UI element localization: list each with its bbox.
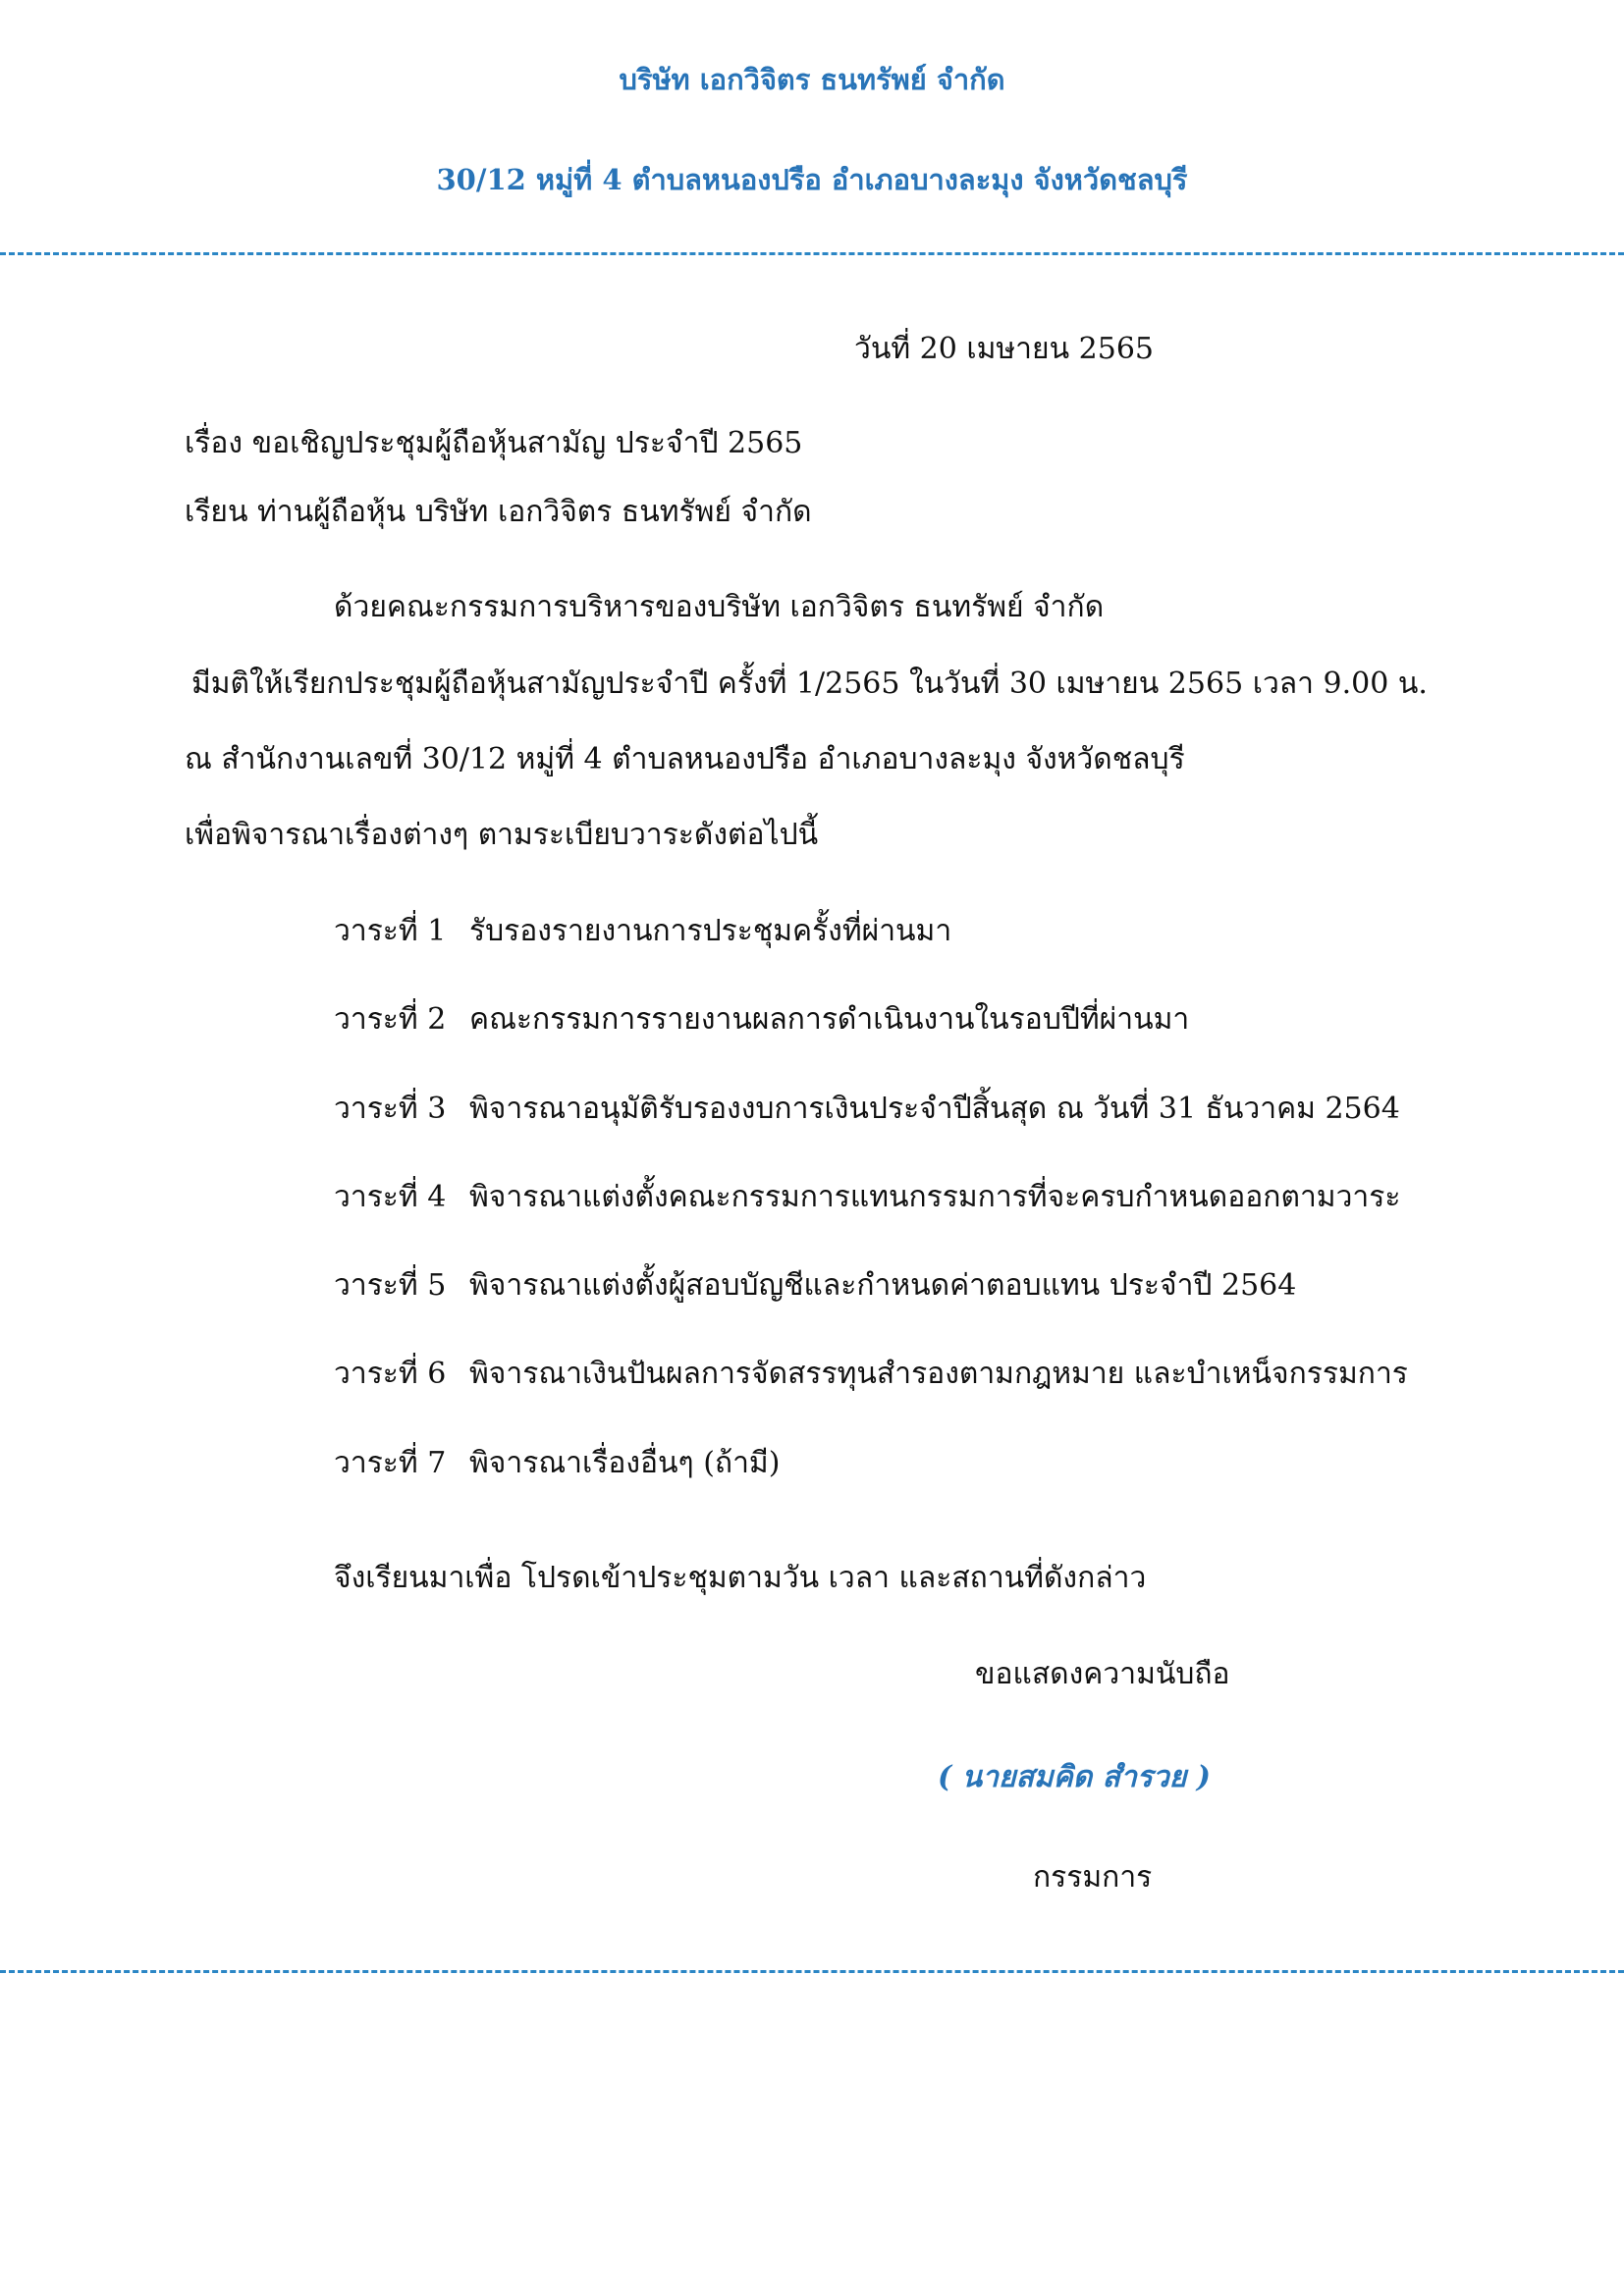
agenda-label: วาระที่ 5 (334, 1268, 447, 1303)
agenda-text: พิจารณาแต่งตั้งผู้สอบบัญชีและกำหนดค่าตอบแทน ประจำปี 2564 (469, 1268, 1297, 1303)
agenda-text: รับรองรายงานการประชุมครั้งที่ผ่านมา (469, 914, 952, 948)
paragraph-line-4: เพื่อพิจารณาเรื่องต่างๆ ตามระเบียบวาระดังต่อไปนี้ (185, 818, 819, 852)
paragraph-line-2: มีมติให้เรียกประชุมผู้ถือหุ้นสามัญประจำปี ครั้งที่ 1/2565 ในวันที่ 30 เมษายน 2565 เวลา 9.00 น. (191, 667, 1428, 701)
regards: ขอแสดงความนับถือ (975, 1657, 1230, 1691)
agenda-label: วาระที่ 3 (334, 1092, 447, 1126)
agenda-text: พิจารณาเรื่องอื่นๆ (ถ้ามี) (469, 1446, 781, 1480)
letter-subject: เรื่อง ขอเชิญประชุมผู้ถือหุ้นสามัญ ประจำปี 2565 (185, 426, 803, 460)
agenda-label: วาระที่ 1 (334, 914, 447, 948)
signer-name: ( นายสมคิด สำรวย ) (938, 1760, 1211, 1794)
closing-sentence: จึงเรียนมาเพื่อ โปรดเข้าประชุมตามวัน เวลา และสถานที่ดังกล่าว (334, 1561, 1147, 1595)
paragraph-line-3: ณ สำนักงานเลขที่ 30/12 หมู่ที่ 4 ตำบลหนองปรือ อำเภอบางละมุง จังหวัดชลบุรี (185, 742, 1185, 776)
top-divider (0, 252, 1624, 255)
agenda-label: วาระที่ 2 (334, 1002, 447, 1037)
signer-title: กรรมการ (1033, 1860, 1153, 1895)
agenda-label: วาระที่ 7 (334, 1446, 447, 1480)
letter-recipient: เรียน ท่านผู้ถือหุ้น บริษัท เอกวิจิตร ธนทรัพย์ จำกัด (185, 495, 812, 529)
agenda-label: วาระที่ 4 (334, 1180, 447, 1214)
agenda-text: คณะกรรมการรายงานผลการดำเนินงานในรอบปีที่ผ่านมา (469, 1002, 1190, 1037)
letter-date: วันที่ 20 เมษายน 2565 (854, 332, 1154, 366)
paragraph-line-1: ด้วยคณะกรรมการบริหารของบริษัท เอกวิจิตร ธนทรัพย์ จำกัด (334, 590, 1105, 624)
company-address: 30/12 หมู่ที่ 4 ตำบลหนองปรือ อำเภอบางละมุง จังหวัดชลบุรี (436, 163, 1188, 196)
company-name: บริษัท เอกวิจิตร ธนทรัพย์ จำกัด (619, 63, 1005, 96)
agenda-label: วาระที่ 6 (334, 1357, 447, 1391)
agenda-text: พิจารณาเงินปันผลการจัดสรรทุนสำรองตามกฎหมาย และบำเหน็จกรรมการ (469, 1357, 1408, 1391)
bottom-divider (0, 1970, 1624, 1973)
agenda-text: พิจารณาอนุมัติรับรองงบการเงินประจำปีสิ้นสุด ณ วันที่ 31 ธันวาคม 2564 (469, 1092, 1400, 1126)
agenda-text: พิจารณาแต่งตั้งคณะกรรมการแทนกรรมการที่จะครบกำหนดออกตามวาระ (469, 1180, 1401, 1214)
